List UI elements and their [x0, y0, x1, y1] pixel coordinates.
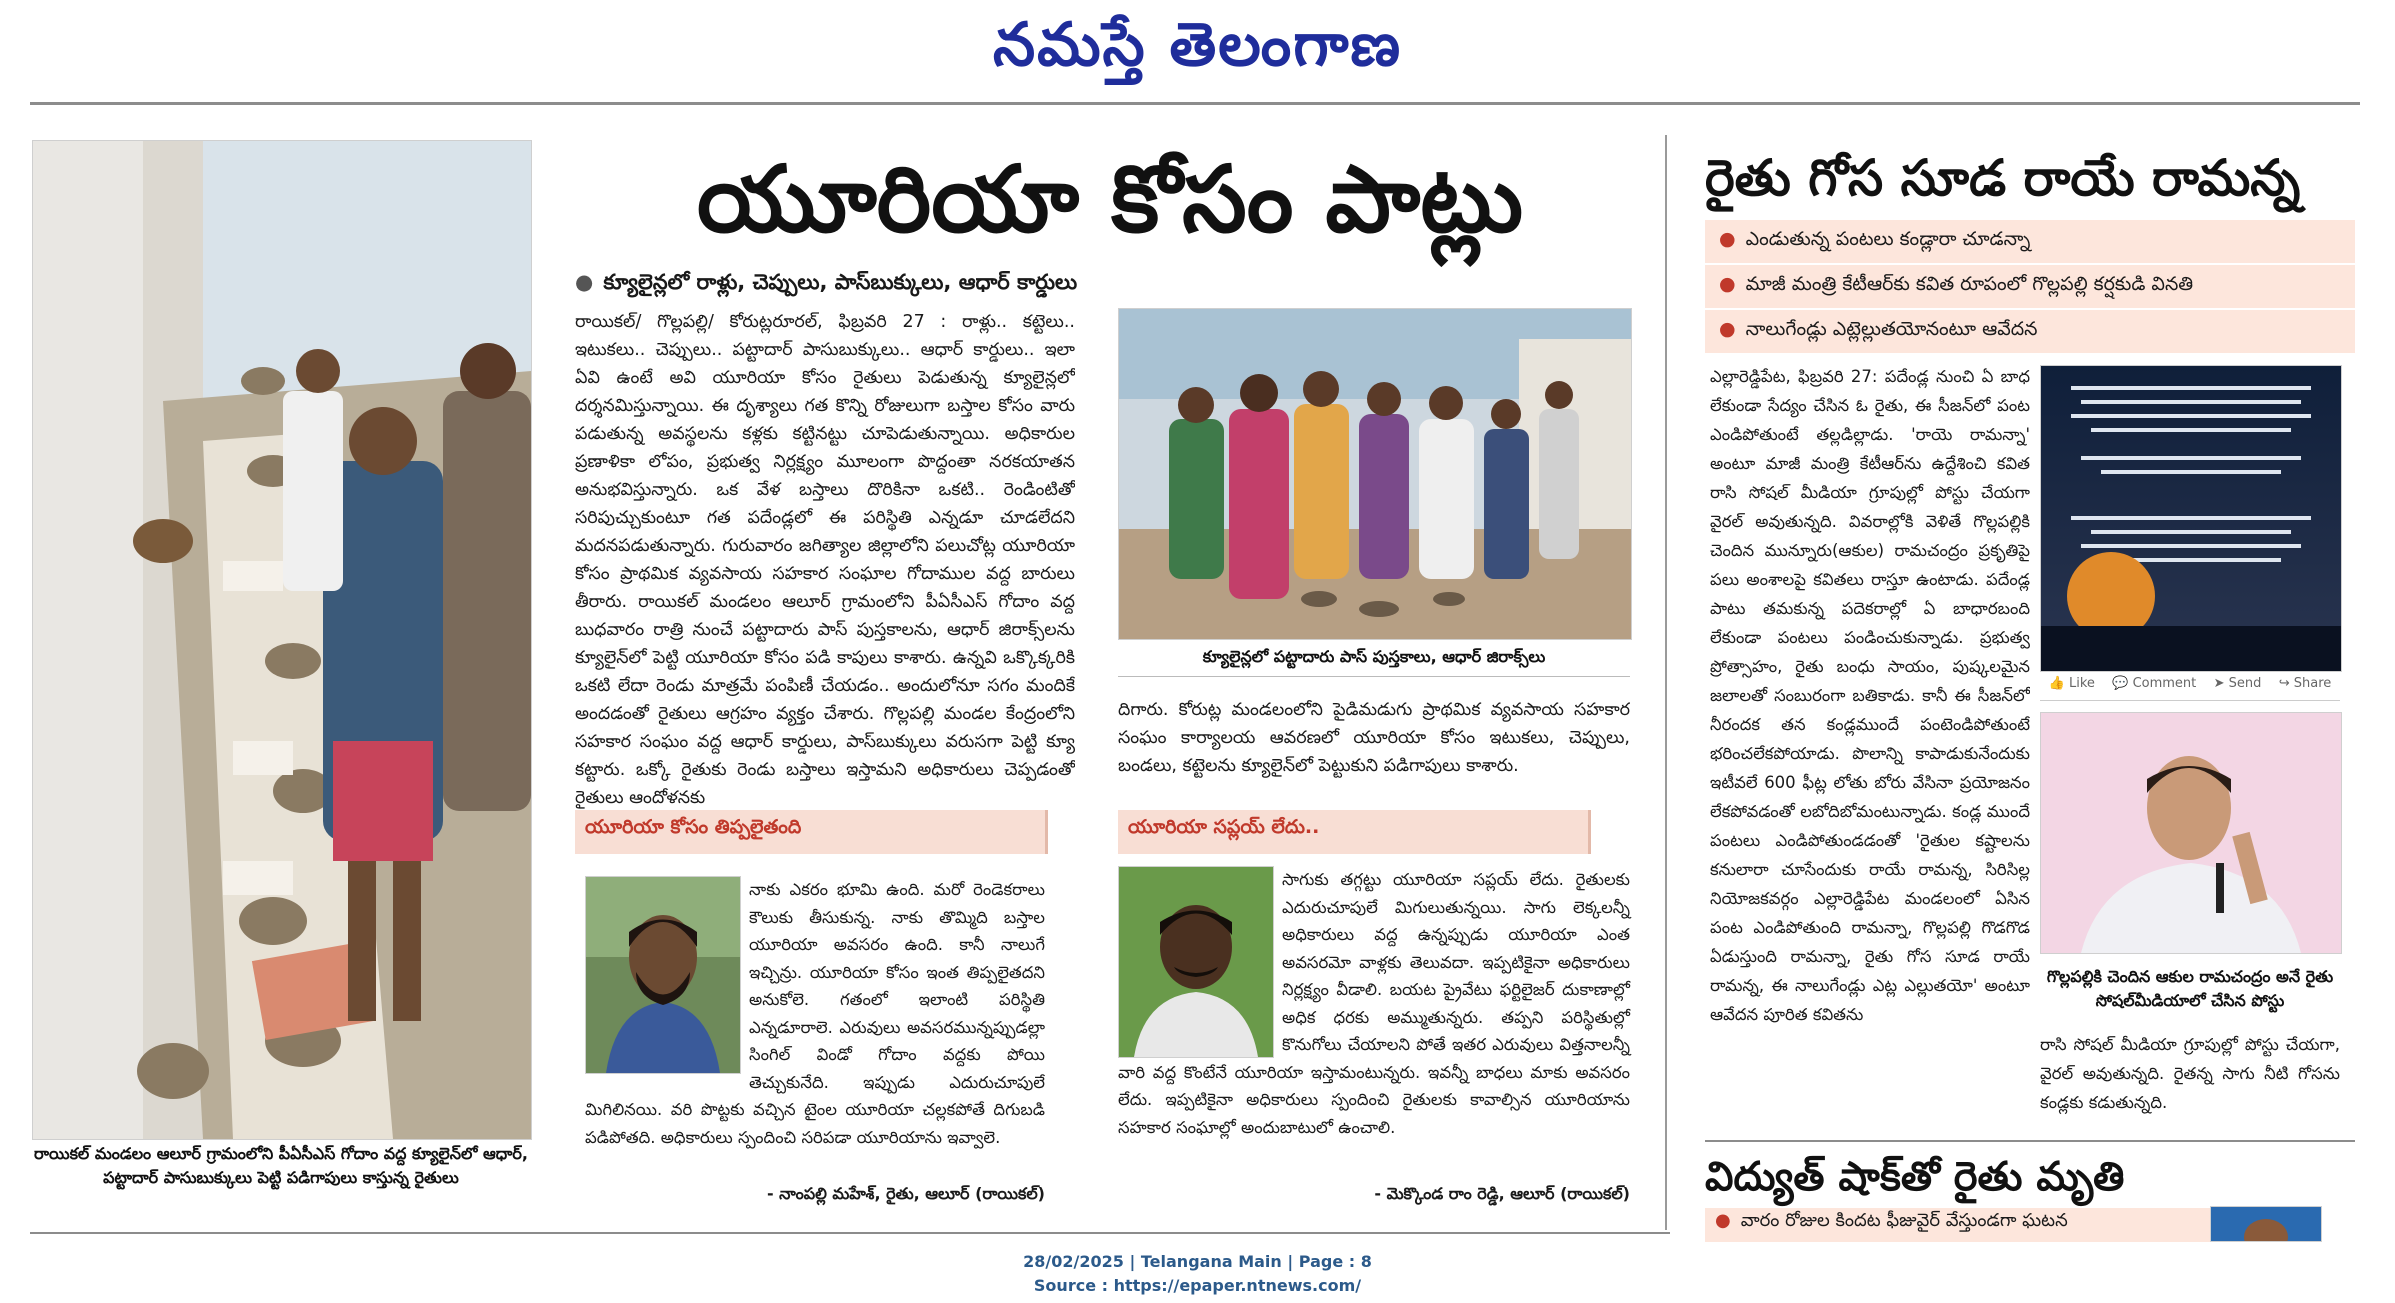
bottom-headline: విద్యుత్ షాక్‌తో రైతు మృతి — [1705, 1154, 2125, 1200]
side-bullet: ● మాజీ మంత్రి కేటీఆర్‌కు కవిత రూపంలో గొల్లపల్లి కర్షకుడి వినతి — [1705, 265, 2355, 310]
footer-date-line: 28/02/2025 | Telangana Main | Page : 8 — [1023, 1252, 1372, 1271]
main-body-col1: రాయికల్/ గొల్లపల్లి/ కోరుట్లరూరల్, ఫిబ్రవరి 27 : రాళ్లు.. కట్టెలు.. ఇటుకలు.. చెప్పులు.. పట్టాదార్ పాసుబుక్కులు.. ఆధార్ కార్డులు.. ఇలా ఏవి ఉంటే అవి యూరియా కోసం రైతులు పెడుతున్న క్యూలైన్లలో దర్శనమిస్తున్నాయి. ఈ దృశ్యాలు గత కొన్ని రోజులుగా బస్తాల కోసం వారు పడుతున్న అవస్థలను కళ్లకు కట్టినట్టు చూపెడుతున్నాయి. అధికారుల ప్రణాళికా లోపం, ప్రభుత్వ నిర్లక్ష్యం మూలంగా పొద్దంతా నరకయాతన అనుభవిస్తున్నారు. ఒక వేళ బస్తాలు దొరికినా ఒకటి.. రెండింటితో సరిపుచ్చుకుంటూ గత పదేండ్లలో ఈ పరిస్థితి ఎన్నడూ చూడలేదని మదనపడుతున్నారు. గురువారం జగిత్యాల జిల్లాలోని పలుచోట్ల యూరియా కోసం ప్రాథమిక వ్యవసాయ సహకార సంఘాల గోదాముల వద్ద బారులు తీరారు. రాయికల్ మండలం ఆలూర్ గ్రామంలోని పీఏసీఎస్ గోదాం వద్ద బుధవారం రాత్రి నుంచే పట్టాదారు పాస్ పుస్తకాలను, ఆధార్ జిరాక్స్‌లను క్యూలైన్‌లో పెట్టి యూరియా కోసం పడి కాపులు కాశారు. ఉన్నవి ఒక్కొక్కరికి ఒకటి లేదా రెండు మాత్రమే పంపిణీ చేయడం.. అందులోనూ సగం మందికే అందడంతో రైతులు ఆగ్రహం వ్యక్తం చేశారు. గొల్లపల్లి మండల కేంద్రంలోని సహకార సంఘం వద్ద ఆధార్ కార్డులు, పాస్‌బుక్కులు వరుసగా పెట్టి క్యూ కట్టారు. ఒక్కో రైతుకు రెండు బస్తాలు ఇస్తామని అధికారులు చెప్పడంతో రైతులు ఆందోళనకు — [575, 312, 1075, 808]
caption-rule — [1118, 676, 1630, 677]
bullet-icon: ● — [575, 270, 594, 294]
bullet-icon: ● — [1719, 273, 1736, 295]
box1-heading-bar — [575, 810, 1045, 854]
footer-source-line: Source : https://epaper.ntnews.com/ — [1033, 1276, 1362, 1295]
send-button[interactable]: ➤ Send — [2213, 676, 2262, 691]
share-button[interactable]: ↪ Share — [2278, 676, 2332, 691]
masthead — [0, 0, 2395, 100]
box1-heading-edge — [1045, 810, 1048, 854]
queue-photo — [32, 140, 532, 1140]
comment-button[interactable]: 💬 Comment — [2112, 676, 2197, 691]
box1-text: నాకు ఎకరం భూమి ఉంది. మరో రెండెకరాలు కౌలుకు తీసుకున్న. నాకు తొమ్మిది బస్తాల యూరియా అవసరం ఉంది. కానీ నాలుగే ఇచ్చిన్రు. యూరియా కోసం ఇంత తిప్పలైతదని అనుకోలె. గతంలో ఇలాంటి పరిస్థితి ఎన్నడూరాలె. ఎరువులు అవసరమున్నప్పుడల్లా సింగిల్ విండో గోదాం వద్దకు పోయి తెచ్చుకునేది. ఇప్పుడు ఎదురుచూపులే మిగిలినయి. వరి పొట్టకు వచ్చిన టైంల యూరియా చల్లకపోతే దిగుబడి పడిపోతది. అధికారులు స్పందించి సరిపడా యూరియాను ఇవ్వాలె. — [585, 880, 1045, 1147]
like-button[interactable]: 👍 Like — [2048, 676, 2095, 691]
fb-bar-rule — [2040, 700, 2340, 701]
left-photo-caption: రాయికల్ మండలం ఆలూర్ గ్రామంలోని పీఏసీఎస్ గోదాం వద్ద క్యూలైన్‌లో ఆధార్, పట్టాదార్ పాసుబుక్కులు పెట్టి పడిగాపులు కాస్తున్న రైతులు — [34, 1144, 528, 1187]
side-bullets-box — [1705, 220, 2355, 355]
farmers-queue-photo — [1118, 308, 1632, 640]
box2-signature: - మెక్కొండ రాం రెడ్డి, ఆలూర్ (రాయికల్) — [1374, 1184, 1630, 1203]
fb-action-bar — [2040, 676, 2340, 691]
bottom-bullet — [1705, 1208, 2225, 1242]
main-body-col2: దిగారు. కోరుట్ల మండలంలోని పైడిమడుగు ప్రాథమిక వ్యవసాయ సహకార సంఘం కార్యాలయ ఆవరణలో యూరియా కోసం ఇటుకలు, చెప్పులు, బండలు, కట్టెలను క్యూలైన్‌లో పెట్టుకుని పడిగాపులు కాశారు. — [1118, 700, 1630, 776]
box2-float-spacer — [1118, 866, 1282, 1036]
box2-text: సాగుకు తగ్గట్టు యూరియా సప్లయ్ లేదు. రైతులకు ఎదురుచూపులే మిగులుతున్నయి. సాగు లెక్కలన్నీ అధికారులు వద్ద ఉన్నప్పుడు యూరియా ఎంత అవసరమో వాళ్లకు తెలువదా. ఇప్పటికైనా అధికారులు నిర్లక్ష్యం వీడాలి. బయట ప్రైవేటు ఫర్టిలైజర్ దుకాణాల్లో అధిక ధరకు అమ్ముతున్నరు. తప్పని పరిస్థితుల్లో కొనుగోలు చేయాలని పోతే ఇతర ఎరువులు విత్తనాలన్నీ వారి వద్ద కొంటేనే యూరియా ఇస్తామంటున్నరు. ఇవన్నీ బాధలు మాకు అవసరం లేదు. ఇప్పటికైనా అధికారులు స్పందించి రైతులకు కావాల్సిన యూరియాను సహకార సంఘాల్లో అందుబాటులో ఉంచాలి. — [1118, 870, 1630, 1137]
bottom-story-photo — [2210, 1206, 2322, 1242]
bottom-bullet-text: వారం రోజుల కిందట ఫీజువైర్ వేస్తుండగా ఘటన — [1740, 1210, 2068, 1231]
box2-heading: యూరియా సప్లయ్ లేదు.. — [1128, 816, 1320, 838]
side-body: ఎల్లారెడ్డిపేట, ఫిబ్రవరి 27: పదేండ్ల నుంచి ఏ బాధ లేకుండా సేద్యం చేసిన ఓ రైతు, ఈ సీజన్‌లో పంట ఎండిపోతుంటే తల్లడిల్లాడు. 'రాయె రామన్నా' అంటూ మాజీ మంత్రి కేటీఆర్‌ను ఉద్దేశించి కవిత రాసి సోషల్ మీడియా గ్రూపుల్లో పోస్టు చేయగా వైరల్ అవుతున్నది. వివరాల్లోకి వెళితే గొల్లపల్లికి చెందిన మున్నూరు(ఆకుల) రామచంద్రం ప్రకృతిపై పలు అంశాలపై కవితలు రాస్తూ ఉంటాడు. పదేండ్ల పాటు తమకున్న పదెకరాల్లో ఏ బాధారబంది లేకుండా పంటలు పండించుకున్నాడు. ప్రభుత్వ ప్రోత్సాహం, రైతు బంధు సాయం, పుష్కలమైన జలాలతో సంబురంగా బతికాడు. కానీ ఈ సీజన్‌లో నీరందక తన కండ్లముందే పంటెండిపోతుంటే భరించలేకపోయాడు. పొలాన్ని కాపాడుకునేందుకు ఇటీవలే 600 ఫీట్ల లోతు బోరు వేసినా ప్రయోజనం లేకపోవడంతో లబోదిబోమంటున్నాడు. కండ్ల ముందే పంటలు ఎండిపోతుండడంతో 'రైతుల కష్టాలను కనులారా చూసేందుకు రాయే రామన్న, సిరిసిల్ల నియోజకవర్గం ఎల్లారెడ్డిపేట మండలంలో ఏసిన పంట ఎండిపోతుంది రామన్నా, గొల్లపల్లి గొడగొడ ఏడుస్తుంది రామన్నా, రైతు గోస సూడ రాయే రామన్న, ఈ నాలుగేండ్లు ఎట్ల ఎల్లుతయో' అంటూ ఆవేదన పూరిత కవితను — [1710, 367, 2030, 1024]
bottom-story-rule — [1705, 1140, 2355, 1142]
side-bullet: ● నాలుగేండ్లు ఎట్లెల్లుతయోనంటూ ఆవేదన — [1705, 310, 2355, 355]
box1-float-spacer — [585, 876, 749, 1086]
main-subhead-text: క్యూలైన్లలో రాళ్లు, చెప్పులు, పాస్‌బుక్కులు, ఆధార్ కార్డులు — [603, 270, 1078, 294]
bullet-icon: ● — [1719, 318, 1736, 340]
box1-signature: - నాంపల్లి మహేశ్, రైతు, ఆలూర్ (రాయికల్) — [766, 1184, 1045, 1203]
box1-heading: యూరియా కోసం తిప్పలైతంది — [585, 816, 802, 838]
main-subhead — [575, 270, 1655, 300]
mid-photo-caption: క్యూలైన్లలో పట్టాదారు పాస్ పుస్తకాలు, ఆధార్ జిరాక్స్‌లు — [1202, 647, 1546, 666]
masthead-rule — [30, 102, 2360, 105]
box1-text-wrap — [585, 876, 1045, 1166]
side-headline: రైతు గోస సూడ రాయే రామన్న — [1705, 149, 2301, 207]
column-divider — [1665, 135, 1667, 1230]
page-bottom-rule — [30, 1232, 1670, 1234]
side-photo-caption: గొల్లపల్లికి చెందిన ఆకుల రామచంద్రం అనే రైతు సోషల్‌మీడియాలో చేసిన పోస్టు — [2046, 967, 2334, 1010]
comment-icon: 💬 — [2112, 676, 2129, 691]
bullet-icon: ● — [1715, 1210, 1731, 1231]
box2-heading-bar — [1118, 810, 1588, 854]
main-headline: యూరియా కోసం పాట్లు — [696, 146, 1524, 253]
bullet-icon: ● — [1719, 228, 1736, 250]
send-icon: ➤ — [2213, 676, 2225, 691]
side-body-tail: రాసి సోషల్ మీడియా గ్రూపుల్లో పోస్టు చేయగా, వైరల్ అవుతున్నది. రైతన్న సాగు నీటి గోసను కండ్లకు కడుతున్నది. — [2040, 1035, 2340, 1112]
ktr-photo — [2040, 712, 2342, 954]
newspaper-logo: నమస్తే తెలంగాణ — [992, 10, 1403, 80]
thumbs-up-icon: 👍 — [2048, 676, 2065, 691]
share-icon: ↪ — [2278, 676, 2290, 691]
box2-heading-edge — [1588, 810, 1591, 854]
box2-text-wrap — [1118, 866, 1630, 1156]
poem-post-image — [2040, 365, 2342, 672]
side-bullet: ● ఎండుతున్న పంటలు కండ్లారా చూడన్నా — [1705, 220, 2355, 265]
